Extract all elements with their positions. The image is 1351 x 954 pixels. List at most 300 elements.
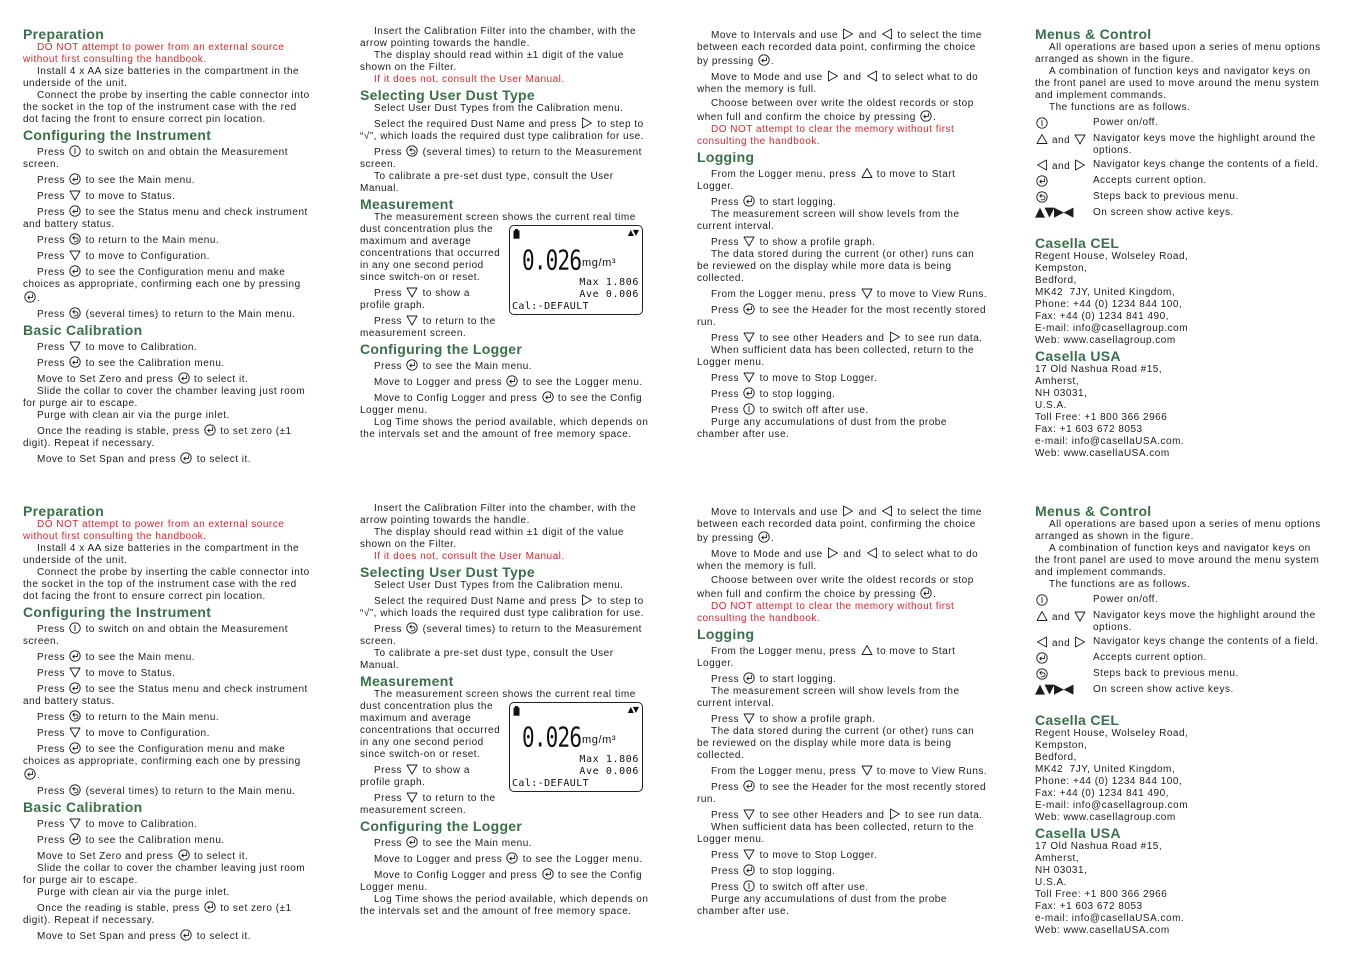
down-icon [406,314,418,326]
text-run: Move to Intervals and use [711,30,842,41]
text-run: . [933,112,937,123]
text-run: Press [37,309,69,320]
text-run: to start logging. [756,674,837,685]
text-run: Press [37,147,69,158]
text-run: to show a profile graph. [756,714,876,725]
text-run: Press [37,712,69,723]
address-line: MK42 7JY, United Kingdom, [1035,287,1176,298]
warning-note [697,124,989,148]
back-icon [69,784,81,796]
text-run: Press [37,191,69,202]
right-icon [827,547,839,559]
text-run: Install 4 x AA size batteries in the compartment in the underside of the unit. [23,66,300,89]
text-run: To calibrate a pre-set dust type, consult the User Manual. [360,648,614,671]
text-run: Insert the Calibration Filter into the chamber, with the arrow pointing towards the handle. [360,503,637,526]
text-run: Press [37,668,69,679]
enter-icon [204,901,216,913]
text-run: to move to Status. [82,191,176,202]
instruction-paragraph [697,301,989,329]
enter-icon [506,375,518,387]
back-icon [406,622,418,634]
address-line: Kempston, [1035,263,1088,274]
text-run: and [855,30,881,41]
left-icon [881,28,893,40]
instruction-paragraph [360,357,652,373]
text-run: To calibrate a pre-set dust type, consult the User Manual. [360,171,614,194]
key-description: Navigator keys move the highlight around the options. [1093,610,1316,633]
text-run: to see the Configuration menu and make choices as appropriate, confirming each one by pressing [23,744,301,767]
column-2 [360,503,652,918]
section-heading: Menus & Control [1035,503,1152,519]
text-run: to move to Start Logger. [697,169,956,192]
instruction-paragraph [360,789,652,817]
enter-icon [406,836,418,848]
text-run: Purge any accumulations of dust from the probe chamber after use. [697,894,947,917]
enter-icon [743,672,755,684]
enter-icon [743,864,755,876]
instruction-paragraph [697,862,989,878]
right-icon [842,28,854,40]
down-icon [406,791,418,803]
text-run: Press [711,810,743,821]
instruction-paragraph [697,822,989,846]
key-symbols [1035,666,1093,682]
text-run: Press [37,786,69,797]
down-icon [406,286,418,298]
enter-icon [69,265,81,277]
instruction-paragraph [23,724,315,740]
address-line: Fax: +44 (0) 1234 841 490, [1035,788,1169,799]
down-icon [743,712,755,724]
lcd-calibration-label: Cal:-DEFAULT [512,778,590,789]
section-heading: Selecting User Dust Type [360,564,535,580]
instruction-paragraph [697,401,989,417]
lcd-arrow-indicators: ▲▼ [627,705,638,714]
text-run: The measurement screen shows the current real time dust concentration plus the maximum and average concentrations that occurred in any one second period since switch-on or reset. [360,212,636,283]
text-run: If it does not, consult the User Manual. [374,551,565,562]
text-run: to see run data. [901,333,983,344]
enter-icon [920,110,932,122]
text-run: to move to View Runs. [873,289,988,300]
text-run: DO NOT attempt to power from an external source without first consulting the handbook. [23,519,285,542]
lcd-display [509,702,643,792]
text-run: DO NOT attempt to clear the memory without first consulting the handbook. [697,124,955,147]
text-run: The data stored during the current (or other) runs can be reviewed on the display while more data is being collected. [697,249,975,284]
section-heading: Menus & Control [1035,26,1152,42]
down-icon [743,808,755,820]
text-run: All operations are based upon a series of menu options arranged as shown in the figure. [1035,519,1321,542]
text-run: to return to the Main menu. [82,235,220,246]
text-run: to see the Configuration menu and make choices as appropriate, confirming each one by pressing [23,267,301,290]
text-run: Move to Config Logger and press [374,393,541,404]
address-line: E-mail: info@casellagroup.com [1035,800,1189,811]
text-run: to select the time between each recorded data point, confirming the choice by pressing [697,30,982,67]
address-line: Fax: +1 603 672 8053 [1035,901,1143,912]
down-icon [69,726,81,738]
text-run: . [37,293,41,304]
onscreen-active-keys-glyphs: ▲▼▶◀ [1035,205,1073,220]
instruction-paragraph [360,50,652,74]
text-run: Connect the probe by inserting the cable connector into the socket in the top of the instrument case with the red dot facing the front to ensure correct pin location. [23,90,310,125]
text-run: Press [37,175,69,186]
text-run: Move to Mode and use [711,549,827,560]
instruction-paragraph [360,527,652,551]
text-run: Press [374,316,406,327]
instruction-paragraph [23,370,315,386]
instruction-paragraph [23,708,315,724]
text-run: to stop logging. [756,866,836,877]
text-run: The measurement screen shows the current real time dust concentration plus the maximum and average concentrations that occurred in any one second period since switch-on or reset. [360,689,636,760]
instruction-paragraph [697,165,989,193]
warning-note [360,551,652,563]
enter-icon [758,531,770,543]
enter-icon [69,205,81,217]
battery-icon [513,706,520,716]
text-run: Insert the Calibration Filter into the chamber, with the arrow pointing towards the handle. [360,26,637,49]
text-run: to select it. [193,454,252,465]
key-symbols [1035,682,1093,697]
text-run: to switch off after use. [756,882,869,893]
text-run: to select it. [190,374,249,385]
back-icon [1036,191,1048,203]
address-line: U.S.A. [1035,877,1067,888]
key-joiner: and [1052,612,1071,623]
text-run: to show a profile graph. [756,237,876,248]
text-run: Install 4 x AA size batteries in the compartment in the underside of the unit. [23,543,300,566]
left-icon [881,505,893,517]
key-joiner: and [1052,638,1071,649]
address-line: Phone: +44 (0) 1234 844 100, [1035,776,1183,787]
lcd-reading: 0.026 [522,722,582,754]
enter-icon [743,387,755,399]
text-run: Press [374,765,406,776]
instruction-paragraph [360,312,652,340]
section-heading: Casella CEL [1035,235,1120,251]
text-run: Choose between over write the oldest records or stop when full and confirm the choice by pressing [697,575,974,600]
instruction-paragraph [23,831,315,847]
key-description: Navigator keys change the contents of a field. [1093,159,1319,170]
text-run: DO NOT attempt to power from an external source without first consulting the handbook. [23,42,285,65]
text-run: to see run data. [901,810,983,821]
right-icon [581,117,593,129]
text-run: (several times) to return to the Measurement screen. [360,147,642,170]
instruction-paragraph [697,233,989,249]
instruction-paragraph [360,834,652,850]
instruction-paragraph [23,354,315,370]
enter-icon [506,852,518,864]
up-icon [1036,610,1048,622]
text-run: Press [37,207,69,218]
instruction-paragraph [23,66,315,90]
address-line: Web: www.casellaUSA.com [1035,448,1170,459]
text-run: . [770,56,775,67]
instruction-paragraph [697,285,989,301]
text-run: to see other Headers and [756,810,888,821]
text-run: Press [711,197,743,208]
column-1 [23,503,315,943]
instruction-paragraph [1035,579,1325,591]
key-description: Power on/off. [1093,117,1159,128]
back-icon [69,307,81,319]
instruction-paragraph [23,410,315,422]
enter-icon [69,833,81,845]
instruction-paragraph [360,592,652,620]
text-run: When sufficient data has been collected, return to the Logger menu. [697,345,975,368]
text-run: to stop logging. [756,389,836,400]
enter-icon [204,424,216,436]
key-description: Steps back to previous menu. [1093,668,1239,679]
warning-note [697,601,989,625]
text-run: to set zero (±1 digit). Repeat if necessary. [23,903,292,926]
text-run: and [855,507,881,518]
section-heading: Configuring the Instrument [23,127,212,143]
power-icon [743,403,755,415]
text-run: Select User Dust Types from the Calibration menu. [374,103,624,114]
text-run: Press [37,267,69,278]
down-icon [1074,133,1086,145]
text-run: DO NOT attempt to clear the memory without first consulting the handbook. [697,601,955,624]
key-description: On screen show active keys. [1093,207,1234,218]
down-icon [743,371,755,383]
text-run: to switch off after use. [756,405,869,416]
address-line: Regent House, Wolseley Road, [1035,728,1189,739]
text-run: Press [374,793,406,804]
key-description: On screen show active keys. [1093,684,1234,695]
text-run: and [840,72,865,83]
instruction-paragraph [23,171,315,187]
key-symbols [1035,608,1093,634]
lcd-max-value: Max 1.806 [579,754,639,765]
key-symbols [1035,189,1093,205]
text-run: to return to the Main menu. [82,712,220,723]
text-run: to move to Stop Logger. [756,850,878,861]
right-icon [1074,636,1086,648]
text-run: Move to Set Span and press [37,454,180,465]
back-icon [69,233,81,245]
text-run: to see the Config Logger menu. [360,870,643,893]
down-icon [743,848,755,860]
left-icon [866,70,878,82]
text-run: Press [711,389,743,400]
text-run: (several times) to return to the Main menu. [82,309,296,320]
address-line: Fax: +1 603 672 8053 [1035,424,1143,435]
instruction-paragraph [23,815,315,831]
power-icon [69,145,81,157]
instruction-paragraph [697,686,989,710]
text-run: to select what to do when the memory is full. [697,549,979,572]
address-line: Bedford, [1035,275,1077,286]
instruction-paragraph [697,545,989,573]
enter-icon [178,372,190,384]
enter-icon [1036,175,1048,187]
lcd-unit: mg/m³ [582,257,617,269]
instruction-paragraph [1035,102,1325,114]
text-run: Press [37,342,69,353]
instruction-paragraph [23,567,315,603]
text-run: Press [37,728,69,739]
instruction-paragraph [697,209,989,233]
text-run: Press [711,237,743,248]
instruction-paragraph [23,543,315,567]
text-run: to select the time between each recorded data point, confirming the choice by pressing [697,507,982,544]
address-block [1035,251,1325,347]
address-line: Regent House, Wolseley Road, [1035,251,1189,262]
instruction-paragraph [23,887,315,899]
key-symbols [1035,115,1093,131]
down-icon [69,189,81,201]
address-line: Fax: +44 (0) 1234 841 490, [1035,311,1169,322]
warning-note [360,74,652,86]
onscreen-active-keys-glyphs: ▲▼▶◀ [1035,682,1073,697]
text-run: Log Time shows the period available, which depends on the intervals set and the amount of free memory space. [360,894,649,917]
power-icon [1036,117,1048,129]
section-heading: Configuring the Logger [360,818,523,834]
instruction-paragraph [360,103,652,115]
right-icon [827,70,839,82]
text-run: Press [711,405,743,416]
text-run: Move to Set Span and press [37,931,180,942]
address-block [1035,841,1325,937]
back-icon [69,710,81,722]
text-run: Move to Intervals and use [711,507,842,518]
text-run: Purge any accumulations of dust from the probe chamber after use. [697,417,947,440]
text-run: to step to “√”, which loads the required dust type calibration for use. [360,596,644,619]
text-run: to move to Configuration. [82,728,210,739]
instruction-paragraph [23,782,315,798]
enter-icon [743,195,755,207]
instruction-paragraph [697,878,989,894]
text-run: The measurement screen will show levels from the current interval. [697,209,960,232]
key-description: Accepts current option. [1093,652,1207,663]
address-line: Kempston, [1035,740,1088,751]
instruction-paragraph [23,203,315,231]
text-run: . [770,533,775,544]
text-run: A combination of function keys and navigator keys on the front panel are used to move around the menu system and implement commands. [1035,66,1320,101]
text-run: Press [37,358,69,369]
power-icon [1036,594,1048,606]
right-icon [581,594,593,606]
text-run: Press [374,288,406,299]
instruction-paragraph [23,305,315,321]
enter-icon [24,768,36,780]
text-run: The data stored during the current (or other) runs can be reviewed on the display while more data is being collected. [697,726,975,761]
key-symbols [1035,157,1093,173]
text-run: to step to “√”, which loads the required dust type calibration for use. [360,119,644,142]
instruction-paragraph [697,369,989,385]
text-run: to move to Start Logger. [697,646,956,669]
address-line: NH 03031, [1035,865,1088,876]
text-run: Purge with clean air via the purge inlet. [37,410,230,421]
section-heading: Casella USA [1035,348,1121,364]
text-run: From the Logger menu, press [711,169,860,180]
instruction-paragraph [23,422,315,450]
section-heading: Configuring the Logger [360,341,523,357]
text-run: Press [37,652,69,663]
text-run: . [37,770,41,781]
text-run: Press [37,624,69,635]
section-heading: Measurement [360,196,454,212]
address-line: 17 Old Nashua Road #15, [1035,364,1163,375]
text-run: and [840,549,865,560]
section-heading: Logging [697,626,755,642]
column-4 [1035,26,1325,460]
down-icon [743,331,755,343]
text-run: Press [37,251,69,262]
instruction-paragraph [23,90,315,126]
enter-icon [758,54,770,66]
text-run: Move to Set Zero and press [37,851,177,862]
text-run: Slide the collar to cover the chamber leaving just room for purge air to escape. [23,863,306,886]
power-icon [69,622,81,634]
text-run: to see the Config Logger menu. [360,393,643,416]
instruction-paragraph [697,193,989,209]
address-line: Toll Free: +1 800 366 2966 [1035,412,1168,423]
guide-copy-top [0,26,1351,474]
instruction-paragraph [360,389,652,417]
text-run: Press [37,744,69,755]
instruction-paragraph [697,894,989,918]
enter-icon [920,587,932,599]
text-run: to show a profile graph. [360,288,470,311]
down-icon [69,817,81,829]
text-run: The display should read within ±1 digit of the value shown on the Filter. [360,527,624,550]
enter-icon [743,303,755,315]
down-icon [861,764,873,776]
enter-icon [180,452,192,464]
instruction-paragraph [697,26,989,68]
text-run: Purge with clean air via the purge inlet. [37,887,230,898]
key-function-list [1035,115,1325,220]
address-line: e-mail: info@casellaUSA.com. [1035,436,1185,447]
instruction-paragraph [360,850,652,866]
section-heading: Casella USA [1035,825,1121,841]
key-symbols [1035,592,1093,608]
up-icon [861,644,873,656]
text-run: Move to Mode and use [711,72,827,83]
down-icon [69,666,81,678]
section-heading: Logging [697,149,755,165]
text-run: (several times) to return to the Measurement screen. [360,624,642,647]
text-run: Press [711,305,743,316]
enter-icon [1036,652,1048,664]
down-icon [69,249,81,261]
text-run: to see the Main menu. [82,652,196,663]
text-run: Press [711,674,743,685]
address-block [1035,728,1325,824]
text-run: Choose between over write the oldest records or stop when full and confirm the choice by pressing [697,98,974,123]
text-run: A combination of function keys and navigator keys on the front panel are used to move around the menu system and implement commands. [1035,543,1320,578]
enter-icon [24,291,36,303]
text-run: to select it. [190,851,249,862]
text-run: Log Time shows the period available, which depends on the intervals set and the amount of free memory space. [360,417,649,440]
power-icon [743,880,755,892]
instruction-paragraph [23,648,315,664]
text-run: to see other Headers and [756,333,888,344]
text-run: to return to the measurement screen. [360,316,496,339]
instruction-paragraph [23,680,315,708]
enter-icon [69,682,81,694]
right-icon [1074,159,1086,171]
instruction-paragraph [697,345,989,369]
instruction-paragraph [23,338,315,354]
section-heading: Measurement [360,673,454,689]
column-2 [360,26,652,441]
instruction-paragraph [697,710,989,726]
text-run: Press [374,838,406,849]
text-run: to see the Main menu. [82,175,196,186]
instruction-paragraph [360,503,652,527]
text-run: Press [374,624,406,635]
